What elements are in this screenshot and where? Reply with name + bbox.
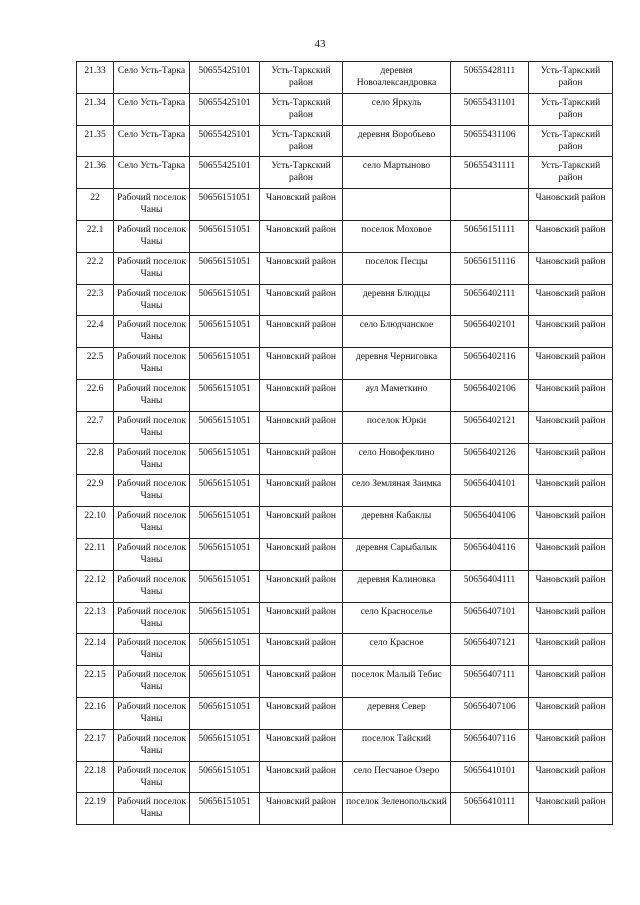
settlement-district-cell: Усть-Таркский район xyxy=(260,62,343,94)
locality-name-cell xyxy=(343,189,451,221)
table-body xyxy=(77,62,613,825)
settlement-name-cell: Рабочий поселок Чаны xyxy=(114,538,190,570)
settlement-district-cell: Чановский район xyxy=(260,538,343,570)
settlement-code-cell: 50655425101 xyxy=(190,125,260,157)
locality-code-cell: 50656404101 xyxy=(451,475,529,507)
locality-district-cell: Чановский район xyxy=(529,411,613,443)
settlement-code-cell: 50656151051 xyxy=(190,284,260,316)
settlement-code-cell: 50656151051 xyxy=(190,570,260,602)
locality-code-cell: 50656410111 xyxy=(451,793,529,825)
locality-name-cell: село Новофеклино xyxy=(343,443,451,475)
locality-code-cell: 50656407111 xyxy=(451,666,529,698)
settlement-district-cell: Чановский район xyxy=(260,666,343,698)
locality-name-cell: поселок Юрки xyxy=(343,411,451,443)
settlement-code-cell: 50655425101 xyxy=(190,157,260,189)
table-row xyxy=(77,284,613,316)
settlement-district-cell: Чановский район xyxy=(260,284,343,316)
table-row xyxy=(77,252,613,284)
locality-name-cell: деревня Воробьево xyxy=(343,125,451,157)
settlement-name-cell: Рабочий поселок Чаны xyxy=(114,634,190,666)
locality-district-cell: Чановский район xyxy=(529,348,613,380)
settlement-district-cell: Чановский район xyxy=(260,220,343,252)
settlement-name-cell: Рабочий поселок Чаны xyxy=(114,793,190,825)
table-row xyxy=(77,634,613,666)
settlement-code-cell: 50656151051 xyxy=(190,793,260,825)
settlement-code-cell: 50656151051 xyxy=(190,220,260,252)
locality-code-cell: 50656402116 xyxy=(451,348,529,380)
locality-district-cell: Чановский район xyxy=(529,284,613,316)
table-row xyxy=(77,602,613,634)
locality-district-cell: Чановский район xyxy=(529,761,613,793)
settlement-code-cell: 50656151051 xyxy=(190,252,260,284)
settlement-district-cell: Чановский район xyxy=(260,570,343,602)
row-number-cell: 22.18 xyxy=(77,761,114,793)
table-row xyxy=(77,157,613,189)
locality-name-cell: село Красное xyxy=(343,634,451,666)
row-number-cell: 21.36 xyxy=(77,157,114,189)
table-row xyxy=(77,379,613,411)
settlement-name-cell: Рабочий поселок Чаны xyxy=(114,570,190,602)
settlement-district-cell: Чановский район xyxy=(260,761,343,793)
settlement-name-cell: Село Усть-Тарка xyxy=(114,157,190,189)
locality-code-cell: 50656407116 xyxy=(451,729,529,761)
locality-name-cell: деревня Калиновка xyxy=(343,570,451,602)
settlement-district-cell: Чановский район xyxy=(260,634,343,666)
row-number-cell: 22.6 xyxy=(77,379,114,411)
settlement-district-cell: Усть-Таркский район xyxy=(260,157,343,189)
locality-name-cell: деревня Черниговка xyxy=(343,348,451,380)
settlement-code-cell: 50656151051 xyxy=(190,379,260,411)
row-number-cell: 22.2 xyxy=(77,252,114,284)
settlement-code-cell: 50656151051 xyxy=(190,475,260,507)
locality-code-cell: 50656402106 xyxy=(451,379,529,411)
settlement-district-cell: Чановский район xyxy=(260,443,343,475)
locality-code-cell: 50655431111 xyxy=(451,157,529,189)
locality-code-cell: 50656407101 xyxy=(451,602,529,634)
settlement-district-cell: Чановский район xyxy=(260,507,343,539)
locality-district-cell: Чановский район xyxy=(529,666,613,698)
locality-name-cell: село Земляная Заимка xyxy=(343,475,451,507)
settlement-code-cell: 50655425101 xyxy=(190,62,260,94)
table-row xyxy=(77,507,613,539)
locality-name-cell: село Яркуль xyxy=(343,93,451,125)
locality-district-cell: Чановский район xyxy=(529,220,613,252)
locality-name-cell: село Красноселье xyxy=(343,602,451,634)
table-row xyxy=(77,761,613,793)
settlement-district-cell: Чановский район xyxy=(260,475,343,507)
locality-name-cell: деревня Новоалександровка xyxy=(343,62,451,94)
row-number-cell: 22.3 xyxy=(77,284,114,316)
settlement-district-cell: Чановский район xyxy=(260,348,343,380)
settlement-code-cell: 50656151051 xyxy=(190,507,260,539)
settlement-code-cell: 50656151051 xyxy=(190,602,260,634)
row-number-cell: 22.5 xyxy=(77,348,114,380)
locality-code-cell: 50656402111 xyxy=(451,284,529,316)
locality-code-cell: 50656407106 xyxy=(451,697,529,729)
table-row xyxy=(77,62,613,94)
settlements-table xyxy=(76,61,613,825)
settlement-code-cell: 50656151051 xyxy=(190,348,260,380)
locality-code-cell: 50655431106 xyxy=(451,125,529,157)
table-row xyxy=(77,697,613,729)
table-row xyxy=(77,316,613,348)
settlement-name-cell: Село Усть-Тарка xyxy=(114,125,190,157)
locality-district-cell: Чановский район xyxy=(529,379,613,411)
locality-district-cell: Чановский район xyxy=(529,570,613,602)
table-row xyxy=(77,125,613,157)
row-number-cell: 22.16 xyxy=(77,697,114,729)
settlement-name-cell: Рабочий поселок Чаны xyxy=(114,697,190,729)
locality-name-cell: аул Маметкино xyxy=(343,379,451,411)
settlement-code-cell: 50656151051 xyxy=(190,729,260,761)
locality-code-cell: 50655431101 xyxy=(451,93,529,125)
locality-district-cell: Усть-Таркский район xyxy=(529,125,613,157)
settlement-name-cell: Рабочий поселок Чаны xyxy=(114,666,190,698)
settlement-name-cell: Рабочий поселок Чаны xyxy=(114,252,190,284)
row-number-cell: 21.34 xyxy=(77,93,114,125)
settlement-name-cell: Рабочий поселок Чаны xyxy=(114,189,190,221)
settlement-name-cell: Рабочий поселок Чаны xyxy=(114,348,190,380)
settlement-name-cell: Рабочий поселок Чаны xyxy=(114,379,190,411)
settlement-name-cell: Рабочий поселок Чаны xyxy=(114,475,190,507)
locality-code-cell: 50656410101 xyxy=(451,761,529,793)
locality-code-cell: 50656404106 xyxy=(451,507,529,539)
settlement-district-cell: Чановский район xyxy=(260,729,343,761)
locality-code-cell: 50656151111 xyxy=(451,220,529,252)
locality-name-cell: село Мартыново xyxy=(343,157,451,189)
row-number-cell: 22.19 xyxy=(77,793,114,825)
row-number-cell: 22.13 xyxy=(77,602,114,634)
settlement-district-cell: Чановский район xyxy=(260,189,343,221)
table-row xyxy=(77,666,613,698)
settlement-name-cell: Рабочий поселок Чаны xyxy=(114,316,190,348)
page-number: 43 xyxy=(314,38,326,50)
locality-district-cell: Чановский район xyxy=(529,189,613,221)
locality-district-cell: Чановский район xyxy=(529,507,613,539)
locality-code-cell: 50656402126 xyxy=(451,443,529,475)
row-number-cell: 22.14 xyxy=(77,634,114,666)
locality-code-cell: 50656407121 xyxy=(451,634,529,666)
settlement-district-cell: Чановский район xyxy=(260,697,343,729)
settlement-name-cell: Рабочий поселок Чаны xyxy=(114,443,190,475)
settlement-code-cell: 50656151051 xyxy=(190,411,260,443)
row-number-cell: 22.15 xyxy=(77,666,114,698)
locality-code-cell: 50655428111 xyxy=(451,62,529,94)
settlement-district-cell: Усть-Таркский район xyxy=(260,125,343,157)
row-number-cell: 22.1 xyxy=(77,220,114,252)
settlement-code-cell: 50656151051 xyxy=(190,697,260,729)
row-number-cell: 22.10 xyxy=(77,507,114,539)
row-number-cell: 22.8 xyxy=(77,443,114,475)
locality-name-cell: деревня Сарыбалык xyxy=(343,538,451,570)
table-row xyxy=(77,189,613,221)
locality-district-cell: Чановский район xyxy=(529,443,613,475)
table-row xyxy=(77,348,613,380)
locality-district-cell: Чановский район xyxy=(529,634,613,666)
settlement-name-cell: Рабочий поселок Чаны xyxy=(114,411,190,443)
locality-name-cell: село Блюдчанское xyxy=(343,316,451,348)
settlement-code-cell: 50656151051 xyxy=(190,316,260,348)
locality-name-cell: поселок Песцы xyxy=(343,252,451,284)
locality-district-cell: Чановский район xyxy=(529,729,613,761)
settlement-code-cell: 50656151051 xyxy=(190,761,260,793)
settlement-district-cell: Чановский район xyxy=(260,379,343,411)
row-number-cell: 22.4 xyxy=(77,316,114,348)
settlement-district-cell: Чановский район xyxy=(260,793,343,825)
locality-name-cell: поселок Моховое xyxy=(343,220,451,252)
locality-district-cell: Чановский район xyxy=(529,316,613,348)
locality-district-cell: Усть-Таркский район xyxy=(529,62,613,94)
table-row xyxy=(77,729,613,761)
row-number-cell: 22.7 xyxy=(77,411,114,443)
locality-district-cell: Чановский район xyxy=(529,538,613,570)
locality-district-cell: Усть-Таркский район xyxy=(529,93,613,125)
locality-district-cell: Чановский район xyxy=(529,602,613,634)
table-row xyxy=(77,793,613,825)
settlement-code-cell: 50656151051 xyxy=(190,634,260,666)
settlement-district-cell: Чановский район xyxy=(260,252,343,284)
row-number-cell: 22.17 xyxy=(77,729,114,761)
settlement-district-cell: Чановский район xyxy=(260,316,343,348)
locality-code-cell: 50656402101 xyxy=(451,316,529,348)
locality-code-cell: 50656404111 xyxy=(451,570,529,602)
locality-name-cell: село Песчаное Озеро xyxy=(343,761,451,793)
settlement-district-cell: Чановский район xyxy=(260,602,343,634)
table-row xyxy=(77,220,613,252)
settlement-name-cell: Село Усть-Тарка xyxy=(114,62,190,94)
settlement-code-cell: 50656151051 xyxy=(190,443,260,475)
row-number-cell: 22.11 xyxy=(77,538,114,570)
locality-name-cell: поселок Малый Тебис xyxy=(343,666,451,698)
locality-name-cell: деревня Кабаклы xyxy=(343,507,451,539)
locality-name-cell: деревня Блюдцы xyxy=(343,284,451,316)
settlement-code-cell: 50656151051 xyxy=(190,666,260,698)
settlement-name-cell: Рабочий поселок Чаны xyxy=(114,602,190,634)
settlement-code-cell: 50656151051 xyxy=(190,538,260,570)
locality-name-cell: поселок Тайский xyxy=(343,729,451,761)
row-number-cell: 22.9 xyxy=(77,475,114,507)
locality-name-cell: деревня Север xyxy=(343,697,451,729)
row-number-cell: 21.35 xyxy=(77,125,114,157)
locality-district-cell: Чановский район xyxy=(529,475,613,507)
locality-district-cell: Чановский район xyxy=(529,793,613,825)
settlement-name-cell: Рабочий поселок Чаны xyxy=(114,761,190,793)
row-number-cell: 22.12 xyxy=(77,570,114,602)
table-row xyxy=(77,443,613,475)
locality-code-cell xyxy=(451,189,529,221)
locality-district-cell: Усть-Таркский район xyxy=(529,157,613,189)
locality-name-cell: поселок Зеленопольский xyxy=(343,793,451,825)
settlement-name-cell: Рабочий поселок Чаны xyxy=(114,220,190,252)
locality-district-cell: Чановский район xyxy=(529,252,613,284)
locality-code-cell: 50656404116 xyxy=(451,538,529,570)
table-row xyxy=(77,570,613,602)
settlement-name-cell: Село Усть-Тарка xyxy=(114,93,190,125)
table-row xyxy=(77,475,613,507)
settlement-name-cell: Рабочий поселок Чаны xyxy=(114,284,190,316)
settlement-district-cell: Усть-Таркский район xyxy=(260,93,343,125)
settlement-code-cell: 50656151051 xyxy=(190,189,260,221)
settlement-code-cell: 50655425101 xyxy=(190,93,260,125)
row-number-cell: 21.33 xyxy=(77,62,114,94)
table-row xyxy=(77,411,613,443)
table-row xyxy=(77,93,613,125)
locality-district-cell: Чановский район xyxy=(529,697,613,729)
locality-code-cell: 50656402121 xyxy=(451,411,529,443)
settlement-name-cell: Рабочий поселок Чаны xyxy=(114,507,190,539)
settlement-name-cell: Рабочий поселок Чаны xyxy=(114,729,190,761)
settlement-district-cell: Чановский район xyxy=(260,411,343,443)
row-number-cell: 22 xyxy=(77,189,114,221)
table-row xyxy=(77,538,613,570)
locality-code-cell: 50656151116 xyxy=(451,252,529,284)
